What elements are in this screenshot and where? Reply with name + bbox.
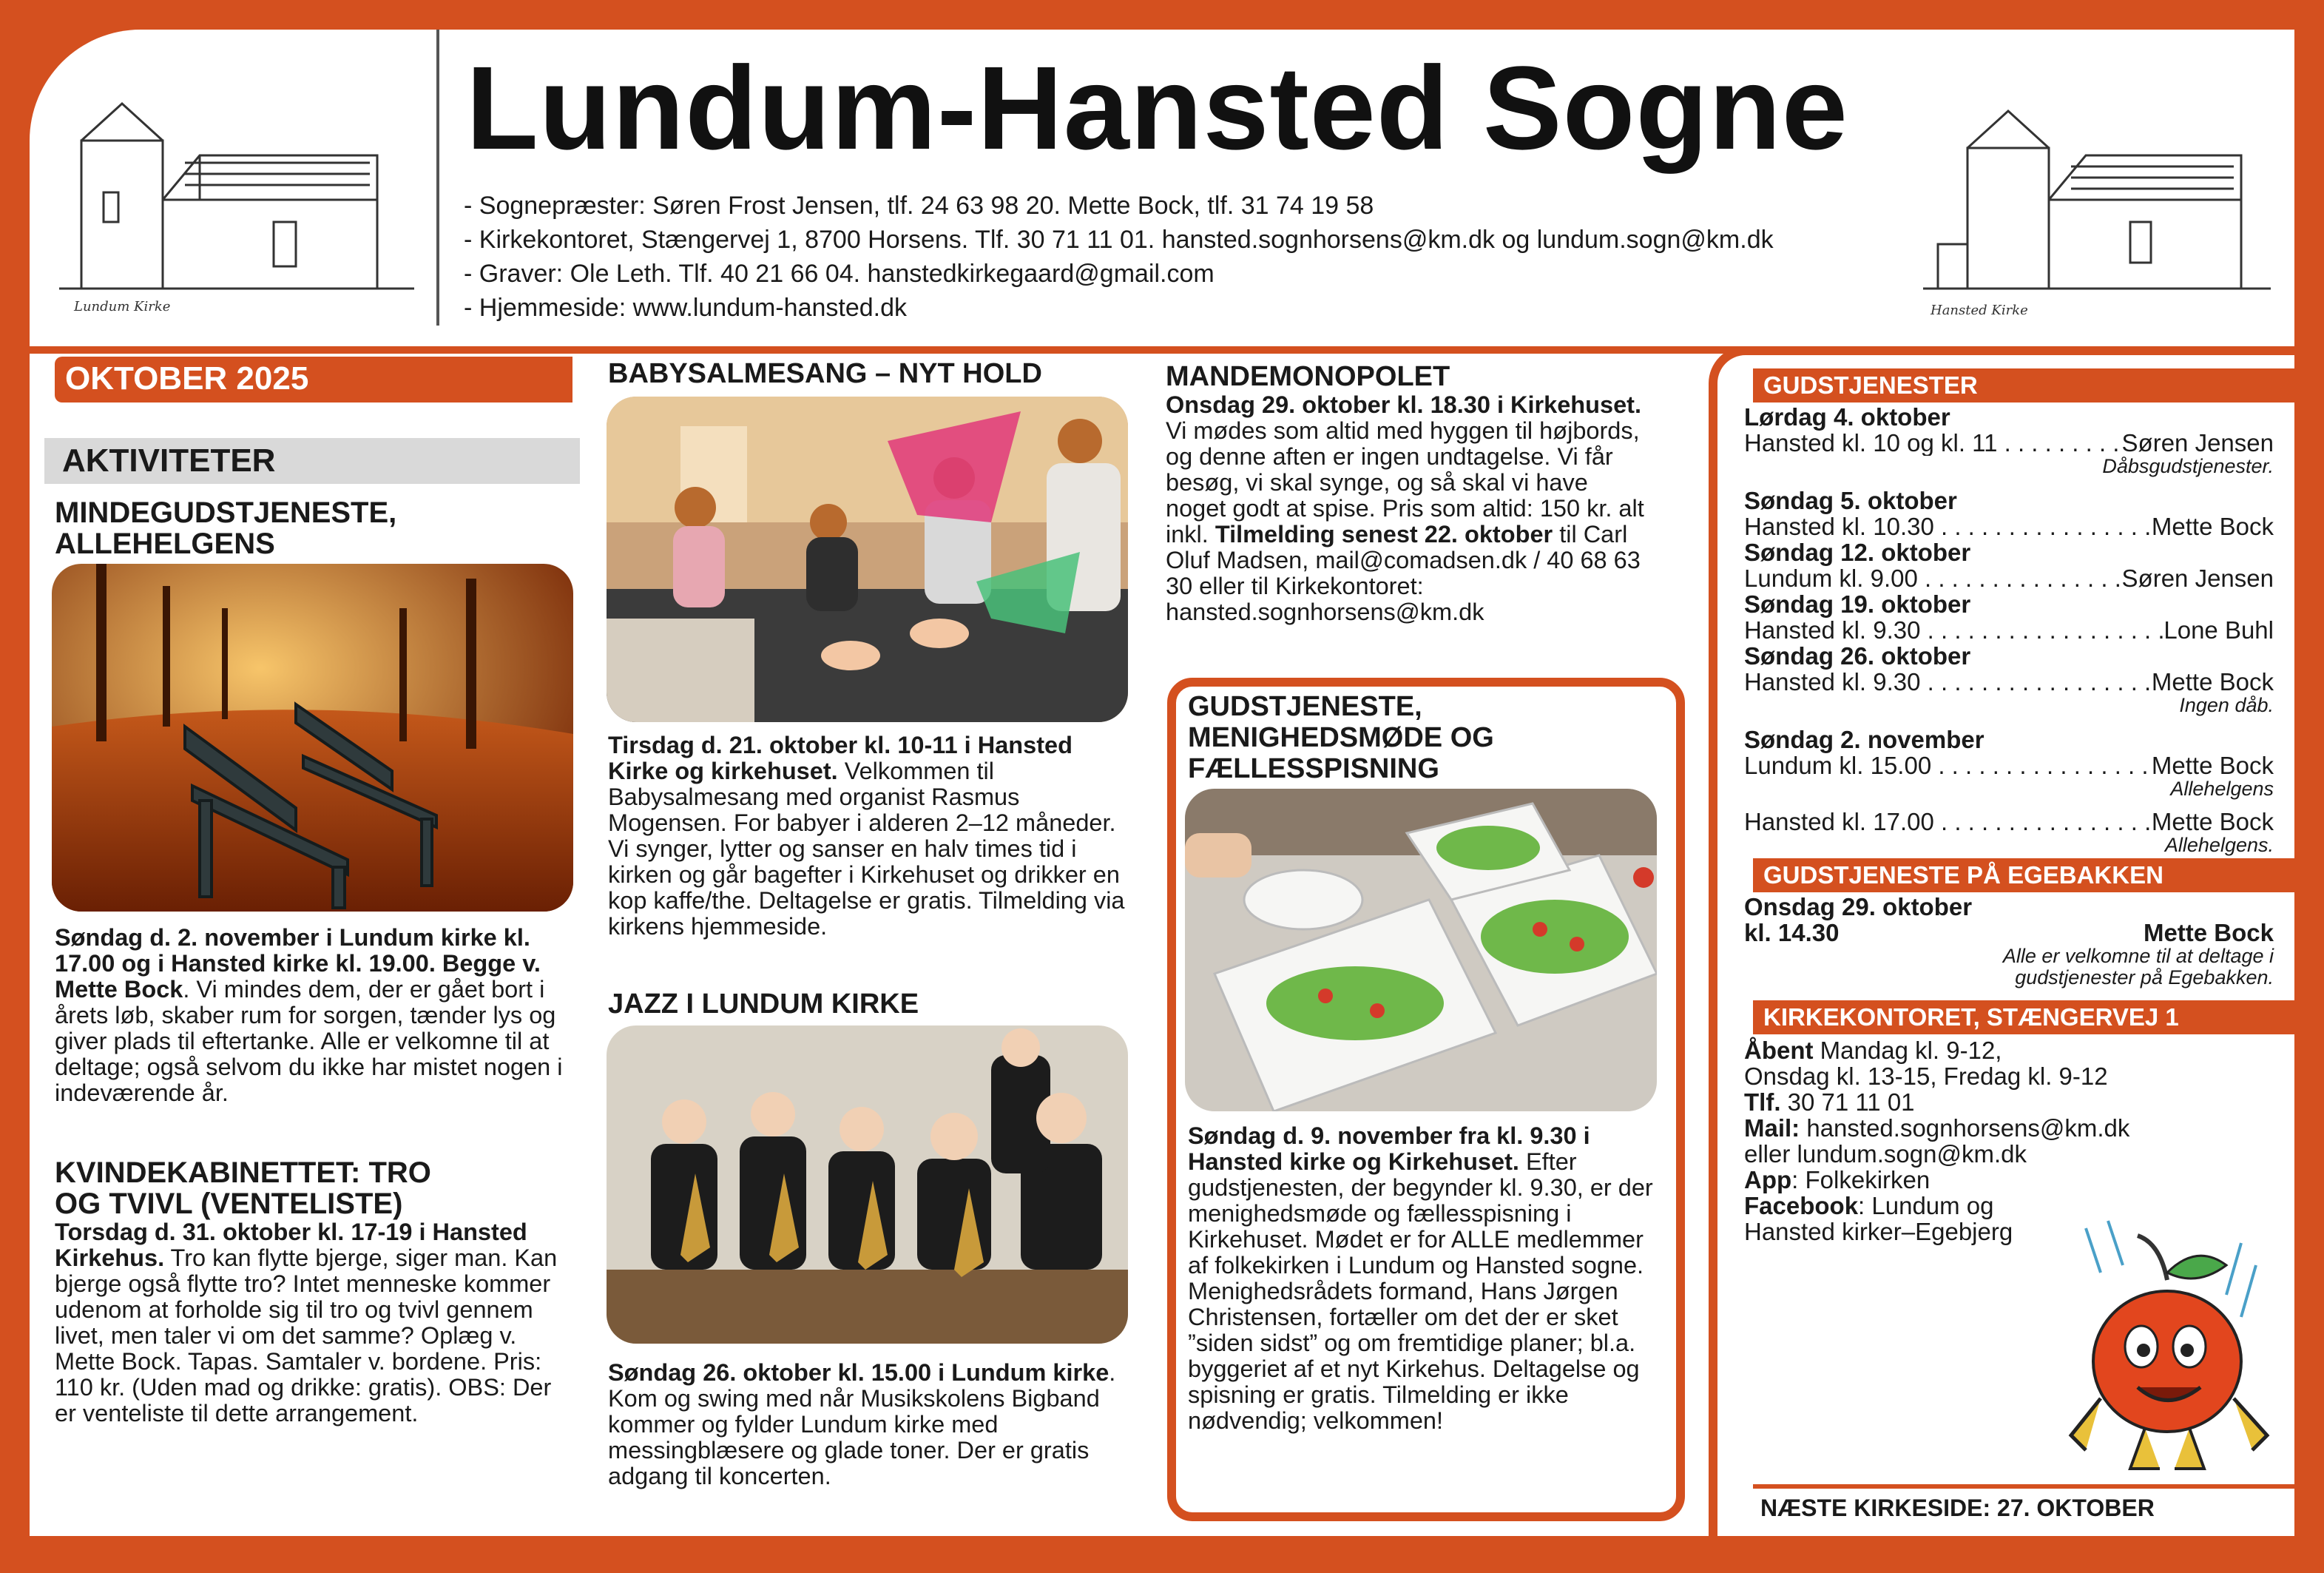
apple-mascot [2056,1213,2278,1480]
apple-mascot-icon [2056,1213,2278,1480]
menighedsmode-text: Søndag d. 9. november fra kl. 9.30 i Hansted kirke og Kirkehuset. Efter gudstjenesten, der begynder kl. 9.30, er der menighedsmøde og fællesspisning i Kirkehuset. Mødet er for ALLE medlemmer af folkekirken i Lundum og Hansted sogne. Menighedsrådets formand, Hans Jørgen Christensen, fortæller om det der er sket ”siden sidst” og om fremtidige planer; bl.a. byggeriet af et nyt Kirkehus. Deltagelse og spisning er gratis. Tilmelding er ikke nødvendig; velkommen! [1188,1122,1653,1434]
kvindekabinettet-text: Torsdag d. 31. oktober kl. 17-19 i Hansted Kirkehus. Tro kan flytte bjerge, siger man. Kan bjerge også flytte tro? Intet menneske kommer udenom at forholde sig til tro og tvivl gennem livet, men taler vi om det samme? Oplæg v. Mette Bock. Tapas. Samtaler v. bordene. Pris: 110 kr. (Uden mad og drikke: gratis). OBS: Der er venteliste til dette arrangement. [55,1219,558,1427]
kirkekontoret-header: KIRKEKONTORET, STÆNGERVEJ 1 [1753,1000,2294,1034]
mandemonopolet-title: MANDEMONOPOLET [1166,361,1450,392]
mindegudstjeneste-text: Søndag d. 2. november i Lundum kirke kl. 17.00 og i Hansted kirke kl. 19.00. Begge v. Mette Bock. Vi mindes dem, der er gået bort i årets løb, skaber rum for sorgen, tænder lys og giver plads til eftertanke. Alle er velkomne til at deltage; også selvom du ikke har mistet nogen i indeværende år. [55,924,563,1106]
lundum-church-sketch [52,30,439,326]
svg-text:Lundum Kirke: Lundum Kirke [74,299,171,314]
jazz-photo [607,1025,1128,1344]
buffet-photo [1185,789,1657,1111]
month-label: OKTOBER 2025 [55,357,572,402]
mandemonopolet-text: Onsdag 29. oktober kl. 18.30 i Kirkehuset. Vi mødes som altid med hyggen til højbords, og denne aften er ingen undtagelse. Vi får besøg, vi skal synge, og så skal vi have noget godt at spise. Pris som altid: 150 kr. alt inkl. Tilmelding senest 22. oktober til Carl Oluf Madsen, mail@comadsen.dk / 40 68 63 30 eller til Kirkekontoret: hansted.sognhorsens@km.dk [1166,391,1644,625]
babysalmesang-text: Tirsdag d. 21. oktober kl. 10-11 i Hansted Kirke og kirkehuset. Velkommen til Babysalmesang med organist Rasmus Mogensen. For babyer i alderen 2–12 måneder. Vi synger, lytter og sanser en halv times tid i kirken og går bagefter i Kirkehuset og drikker en kop kaffe/the. Deltagelse er gratis. Tilmelding via kirkens hjemmeside. [608,732,1125,940]
egebakken-details: Onsdag 29. oktober kl. 14.30 Mette Bock Alle er velkomne til at deltage i gudstjenester på Egebakken. [1744,893,2274,988]
contact-priests: - Sognepræster: Søren Frost Jensen, tlf. 24 63 98 20. Mette Bock, tlf. 31 74 19 58 [464,192,1374,220]
egebakken-header: GUDSTJENESTE PÅ EGEBAKKEN [1753,858,2294,892]
jazz-title: JAZZ I LUNDUM KIRKE [608,988,919,1020]
babysalmesang-title: BABYSALMESANG – NYT HOLD [608,358,1042,389]
kvindekabinettet-title: KVINDEKABINETTET: TRO OG TVIVL (VENTELISTE) [55,1156,431,1220]
bigband-image-icon [607,1025,1128,1344]
hansted-church-sketch [1923,74,2271,326]
babysalmesang-photo [607,397,1128,722]
church-drawing-icon [1923,74,2271,326]
next-page-label: NÆSTE KIRKESIDE: 27. OKTOBER [1760,1495,2155,1521]
babies-church-image-icon [607,397,1128,722]
office-email-link-2[interactable]: eller lundum.sogn@km.dk [1744,1140,2027,1168]
gudstjenester-list: Lørdag 4. oktober Hansted kl. 10 og kl. 11 . . . Søren Jensen Dåbsgudstjenester. Søndag 5. oktober Hansted kl. 10.30 . . . Mette Bock Søndag 12. oktober Lundum kl. 9.00 . . . Søren Jensen Søndag 19. oktober Hansted kl. 9.30 . . . Lone Buhl Søndag 26. oktober Hansted kl. 9.30 . . . Mette Bock Ingen dåb. Søndag 2. november Lundum kl. 15.00 . . . Mette Bock Allehelgens Hansted kl. 17.00 . . . Mette Bock Allehelgens. [1744,404,2274,856]
contact-office: - Kirkekontoret, Stængervej 1, 8700 Horsens. Tlf. 30 71 11 01. hansted.sognhorsens@km.dk og lundum.sogn@km.dk [464,226,1774,254]
jazz-text: Søndag 26. oktober kl. 15.00 i Lundum kirke. Kom og swing med når Musikskolens Bigband kommer og fylder Lundum kirke med messingblæsere og glade toner. Der er gratis adgang til koncerten. [608,1359,1116,1489]
page-inner [30,30,2294,1536]
footer-divider [1753,1484,2294,1489]
activities-label: AKTIVITETER [44,438,580,484]
contact-graver: - Graver: Ole Leth. Tlf. 40 21 66 04. hanstedkirkegaard@gmail.com [464,260,1215,288]
buffet-image-icon [1185,789,1657,1111]
masthead-contact [464,189,1774,325]
gudstjenester-header: GUDSTJENESTER [1753,368,2294,402]
kirkekontoret-details: Åbent Mandag kl. 9-12, Onsdag kl. 13-15, Fredag kl. 9-12 Tlf. 30 71 11 01 Mail: hansted.sognhorsens@km.dk eller lundum.sogn@km.dk App: Folkekirken Facebook: Lundum og Hansted kirker–Egebjerg [1744,1037,2274,1244]
menighedsmode-title: GUDSTJENESTE, MENIGHEDSMØDE OG FÆLLESSPISNING [1188,691,1494,784]
autumn-bench-photo [52,564,573,912]
svg-text:Hansted Kirke: Hansted Kirke [1931,303,2028,318]
autumn-park-image-icon [52,564,573,912]
masthead-title: Lundum-Hansted Sogne [466,41,1848,174]
contact-website[interactable]: - Hjemmeside: www.lundum-hansted.dk [464,294,908,322]
office-email-link[interactable]: hansted.sognhorsens@km.dk [1800,1114,2130,1142]
mindegudstjeneste-title: MINDEGUDSTJENESTE, ALLEHELGENS [55,496,397,560]
church-drawing-icon [52,30,429,318]
